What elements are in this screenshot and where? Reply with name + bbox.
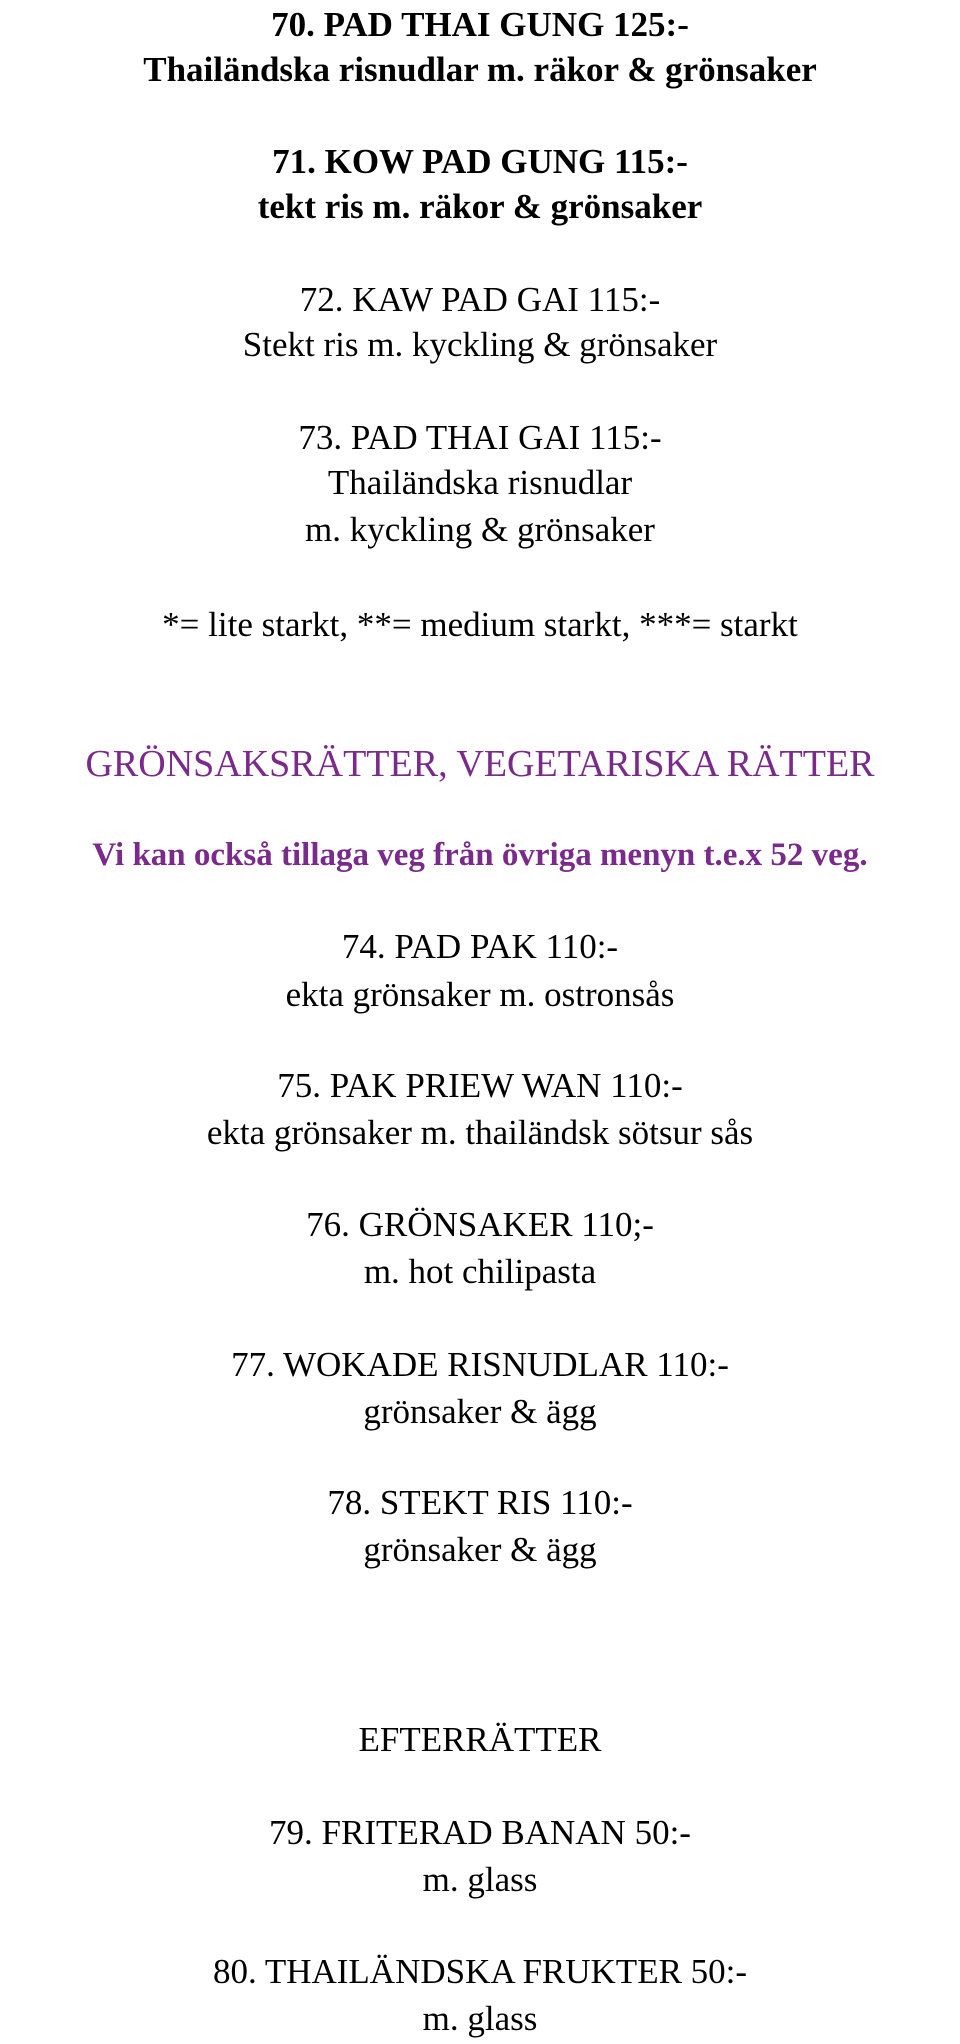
item-80-description: m. glass [422, 1999, 538, 2038]
item-72-title: 72. KAW PAD GAI 115:- [299, 280, 661, 319]
item-77-title: 77. WOKADE RISNUDLAR 110:- [231, 1345, 729, 1384]
item-79-title: 79. FRITERAD BANAN 50:- [269, 1813, 691, 1852]
spice-legend: *= lite starkt, **= medium starkt, ***= starkt [162, 605, 798, 644]
item-78-title: 78. STEKT RIS 110:- [327, 1483, 633, 1522]
item-72-description: Stekt ris m. kyckling & grönsaker [242, 325, 718, 364]
item-80-title: 80. THAILÄNDSKA FRUKTER 50:- [212, 1952, 748, 1991]
item-74-description: ekta grönsaker m. ostronsås [285, 975, 675, 1014]
item-74-title: 74. PAD PAK 110:- [341, 927, 619, 966]
item-71-description: tekt ris m. räkor & grönsaker [257, 187, 703, 226]
item-70-title: 70. PAD THAI GUNG 125:- [271, 5, 689, 44]
item-76-title: 76. GRÖNSAKER 110;- [306, 1205, 654, 1244]
item-70-description: Thailändska risnudlar m. räkor & grönsaker [143, 50, 817, 89]
item-73-description-line-1: Thailändska risnudlar [327, 463, 633, 502]
vegetarian-section-heading: GRÖNSAKSRÄTTER, VEGETARISKA RÄTTER [85, 743, 875, 785]
item-79-description: m. glass [422, 1860, 538, 1899]
item-77-description: grönsaker & ägg [363, 1392, 597, 1431]
dessert-heading: EFTERRÄTTER [358, 1720, 602, 1759]
vegetarian-section-note: Vi kan också tillaga veg från övriga menyn t.e.x 52 veg. [92, 837, 868, 873]
item-75-title: 75. PAK PRIEW WAN 110:- [277, 1066, 683, 1105]
item-73-description-line-2: m. kyckling & grönsaker [305, 510, 655, 549]
item-76-description: m. hot chilipasta [363, 1252, 597, 1291]
item-73-title: 73. PAD THAI GAI 115:- [298, 418, 662, 457]
item-78-description: grönsaker & ägg [363, 1530, 597, 1569]
item-71-title: 71. KOW PAD GUNG 115:- [272, 142, 688, 181]
item-75-description: ekta grönsaker m. thailändsk sötsur sås [206, 1113, 754, 1152]
